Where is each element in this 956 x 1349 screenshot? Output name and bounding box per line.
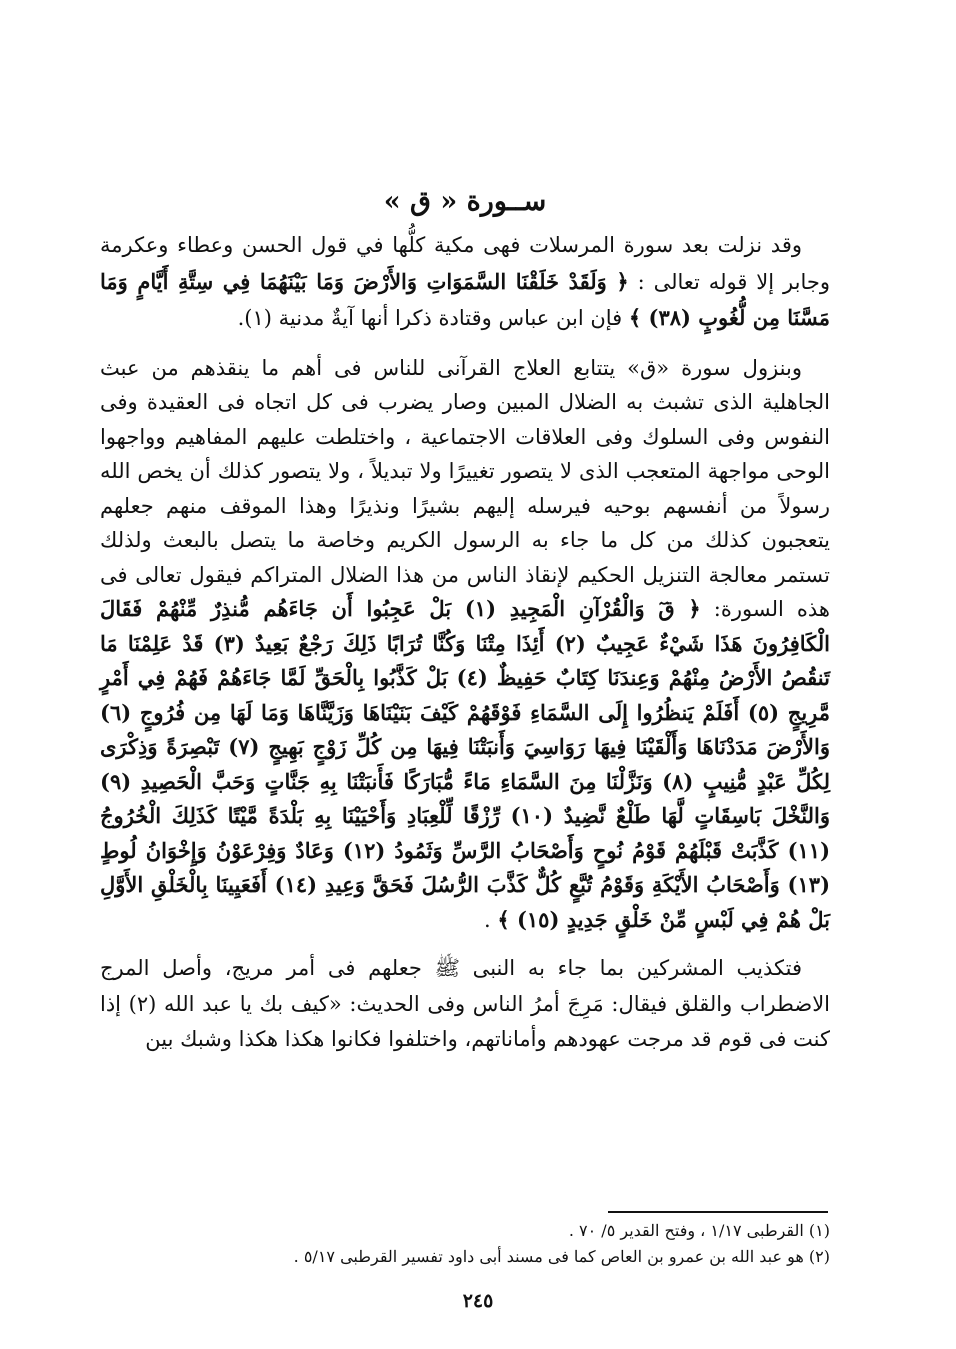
quran-verses: ﴿ قٓ وَالْقُرْآنِ الْمَجِيدِ (١) بَلْ عَجِبُوا أَن جَاءَهُم مُّنذِرٌ مِّنْهُمْ فَقَالَ الْكَافِرُونَ هَذَا شَيْءٌ عَجِيبٌ (٢) أَئِذَا مِتْنَا وَكُنَّا تُرَابًا ذَلِكَ رَجْعٌ بَعِيدٌ (٣) قَدْ عَلِمْنَا مَا تَنقُصُ الأَرْضُ مِنْهُمْ وَعِندَنَا كِتَابٌ حَفِيظٌ (٤) بَلْ كَذَّبُوا بِالْحَقِّ لَمَّا جَاءَهُمْ فَهُمْ فِي أَمْرٍ مَّرِيجٍ (٥) أَفَلَمْ يَنظُرُوا إِلَى السَّمَاءِ فَوْقَهُمْ كَيْفَ بَنَيْنَاهَا وَزَيَّنَّاهَا وَمَا لَهَا مِن فُرُوجٍ (٦) وَالأَرْضَ مَدَدْنَاهَا وَأَلْقَيْنَا فِيهَا رَوَاسِيَ وَأَنبَتْنَا فِيهَا مِن كُلِّ زَوْجٍ بَهِيجٍ (٧) تَبْصِرَةً وَذِكْرَى لِكُلِّ عَبْدٍ مُّنِيبٍ (٨) وَنَزَّلْنَا مِنَ السَّمَاءِ مَاءً مُّبَارَكًا فَأَنبَتْنَا بِهِ جَنَّاتٍ وَحَبَّ الْحَصِيدِ (٩) وَالنَّخْلَ بَاسِقَاتٍ لَّهَا طَلْعٌ نَّضِيدٌ (١٠) رِّزْقًا لِّلْعِبَادِ وَأَحْيَيْنَا بِهِ بَلْدَةً مَّيْتًا كَذَلِكَ الْخُرُوجُ (١١) كَذَّبَتْ قَبْلَهُمْ قَوْمُ نُوحٍ وَأَصْحَابُ الرَّسِّ وَثَمُودُ (١٢) وَعَادٌ وَفِرْعَوْنُ وَإِخْوَانُ لُوطٍ (١٣) وَأَصْحَابُ الأَيْكَةِ وَقَوْمُ تُبَّعٍ كُلٌّ كَذَّبَ الرُّسُلَ فَحَقَّ وَعِيدِ (١٤) أَفَعَيِينَا بِالْخَلْقِ الأَوَّلِ بَلْ هُمْ فِي لَبْسٍ مِّنْ خَلْقٍ جَدِيدٍ (١٥) ﴾ xyxy=(100,596,831,932)
paragraph-text: وقد نزلت بعد سورة المرسلات فهى مكية كلُّها في قول الحسن وعطاء وعكرمة وجابر إلا قوله تعالى : xyxy=(100,233,830,294)
paragraph-tail: فإن ابن عباس وقتادة ذكرا أنها آيةٌ مدنية (١). xyxy=(237,306,629,330)
footnotes xyxy=(100,1218,830,1270)
paragraph-explanation xyxy=(100,951,830,1058)
quran-verse: ﴿ وَلَقَدْ خَلَقْنَا السَّمَوَاتِ وَالأَرْضَ وَمَا بَيْنَهُمَا فِي سِتَّةِ أَيَّامٍ وَمَا مَسَّنَا مِن لُّغُوبٍ (٣٨) ﴾ xyxy=(100,268,830,330)
paragraph-tail: . xyxy=(483,907,498,932)
footnote-1: (١) القرطبى ١/١٧ ، وفتح القدير ٥/ ٧٠ . xyxy=(568,1221,830,1240)
footnote-divider xyxy=(608,1211,828,1213)
footnote-2: (٢) هو عبد الله بن عمرو بن العاص كما فى مسند أبى داود تفسير القرطبى ٥/١٧ . xyxy=(293,1247,830,1266)
paragraph-text: فتكذيب المشركين بما جاء به النبى ﷺ جعلهم فى أمر مريج، وأصل المرج الاضطراب والقلق فيقال: مَرِجَ أمرُ الناس وفى الحديث: «كيف بك يا عبد الله (٢) إذا كنت فى قوم قد مرجت عهودهم وأماناتهم، واختلفوا فكانوا هكذا هكذا وشبك بين xyxy=(100,956,831,1051)
paragraph-text: وبنزول سورة «ق» يتتابع العلاج القرآنى للناس فى أهم ما ينقذهم من عبث الجاهلية الذى تشبث به الضلال المبين وصار يضرب فى كل اتجاه فى العقيدة وفى النفوس وفى السلوك وفى العلاقات الاجتماعية ، واختلطت عليهم المفاهيم وواجهوا الوحى مواجهة المتعجب الذى لا يتصور تغييرًا ولا تبديلاً ، ولا يتصور كذلك أن يخص الله رسولاً من أنفسهم بوحيه فيرسله إليهم بشيرًا ونذيرًا وهذا الموقف منهم جعلهم يتعجبون كذلك من كل ما جاء به الرسول الكريم وخاصة ما يتصل بالبعث ولذلك تستمر معالجة التنزيل الحكيم لإنقاذ الناس من هذا الضلال المتراكم فيقول تعالى فى هذه السورة: xyxy=(100,355,830,621)
paragraph-revelation xyxy=(100,228,830,337)
paragraph-context xyxy=(100,351,830,938)
page-number: ٢٤٥ xyxy=(462,1290,494,1312)
page-body xyxy=(100,180,830,1072)
surah-title: ســورة « ق » xyxy=(383,186,547,217)
